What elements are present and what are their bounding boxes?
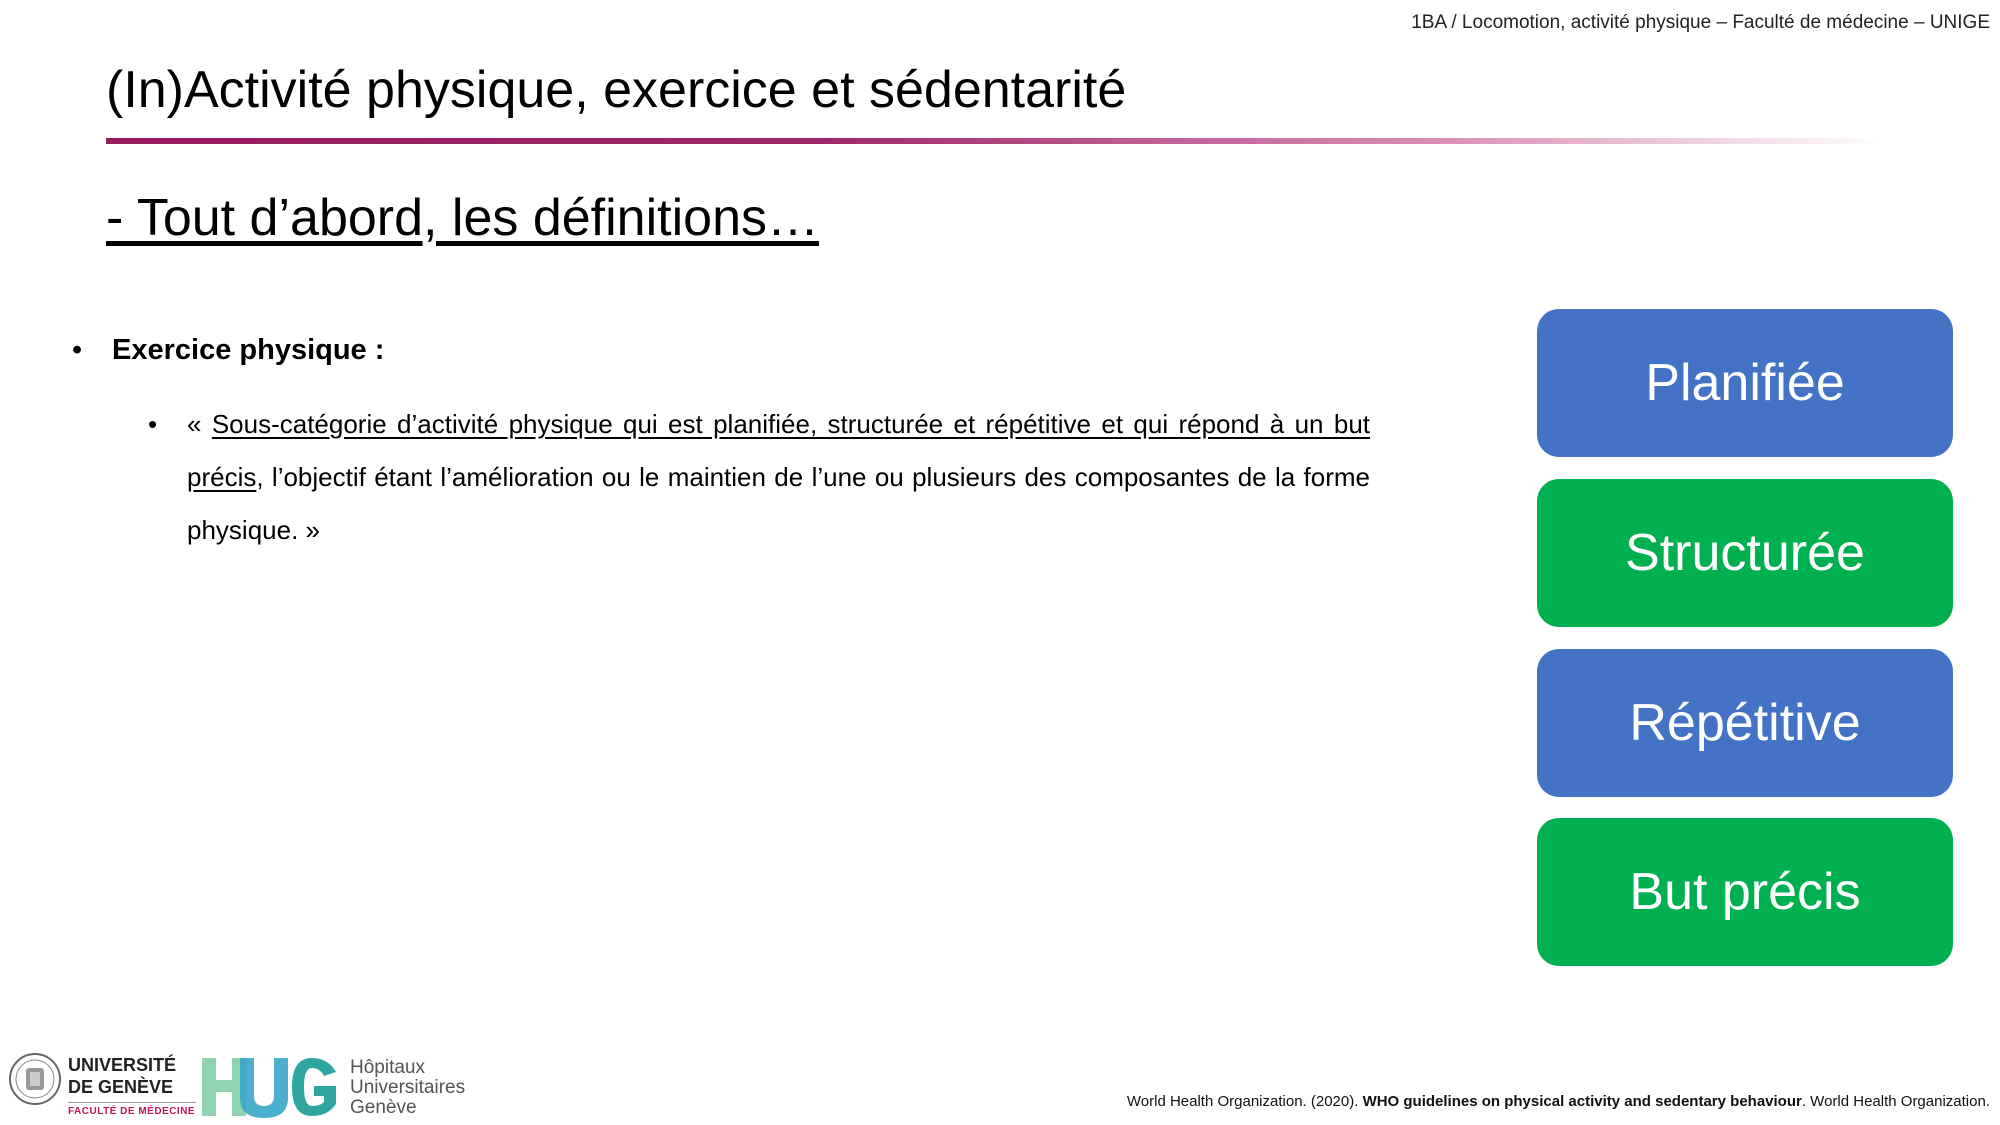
box-repetitive: Répétitive bbox=[1537, 649, 1953, 797]
bullet-marker: • bbox=[72, 334, 83, 366]
footer-logos bbox=[8, 1052, 478, 1122]
unige-divider bbox=[68, 1102, 196, 1103]
hug-logo-text bbox=[350, 1058, 465, 1118]
bullet-exercice-physique bbox=[72, 334, 384, 367]
unige-line1: UNIVERSITÉ bbox=[68, 1055, 177, 1075]
hug-logo-icon bbox=[200, 1054, 340, 1120]
definition-text bbox=[187, 398, 1370, 557]
citation-suffix: . World Health Organization. bbox=[1801, 1093, 1990, 1110]
unige-logo-text bbox=[68, 1054, 176, 1098]
section-subtitle: - Tout d’abord, les définitions… bbox=[106, 189, 819, 247]
unige-line2: DE GENÈVE bbox=[68, 1077, 174, 1097]
citation-prefix: World Health Organization. (2020). bbox=[1126, 1093, 1363, 1110]
header-note: 1BA / Locomotion, activité physique – Faculté de médecine – UNIGE bbox=[1411, 12, 1990, 33]
citation-title: WHO guidelines on physical activity and sedentary behaviour bbox=[1362, 1093, 1802, 1110]
definition-quote bbox=[148, 398, 1370, 557]
unige-seal-icon bbox=[8, 1052, 62, 1106]
bullet-label: Exercice physique : bbox=[112, 334, 385, 366]
box-planifiee: Planifiée bbox=[1537, 309, 1953, 457]
slide-title: (In)Activité physique, exercice et sédentarité bbox=[106, 61, 1127, 119]
box-but-precis: But précis bbox=[1537, 818, 1953, 966]
definition-underlined: Sous-catégorie d’activité physique qui est planifiée, structurée et répétitive et qui répond à un but précis bbox=[187, 409, 1371, 492]
unige-faculty: FACULTÉ DE MÉDECINE bbox=[68, 1106, 196, 1117]
hug-line2: Universitaires bbox=[350, 1077, 466, 1098]
title-underline-rule bbox=[106, 138, 1886, 144]
open-quote: « bbox=[187, 409, 212, 439]
hug-line1: Hôpitaux bbox=[350, 1057, 425, 1078]
definition-rest: , l’objectif étant l’amélioration ou le maintien de l’une ou plusieurs des composantes de la forme physique. » bbox=[187, 462, 1370, 545]
hug-line3: Genève bbox=[350, 1097, 417, 1118]
box-structuree: Structurée bbox=[1537, 479, 1953, 627]
sub-bullet-marker: • bbox=[148, 409, 158, 439]
citation bbox=[1127, 1093, 1990, 1110]
